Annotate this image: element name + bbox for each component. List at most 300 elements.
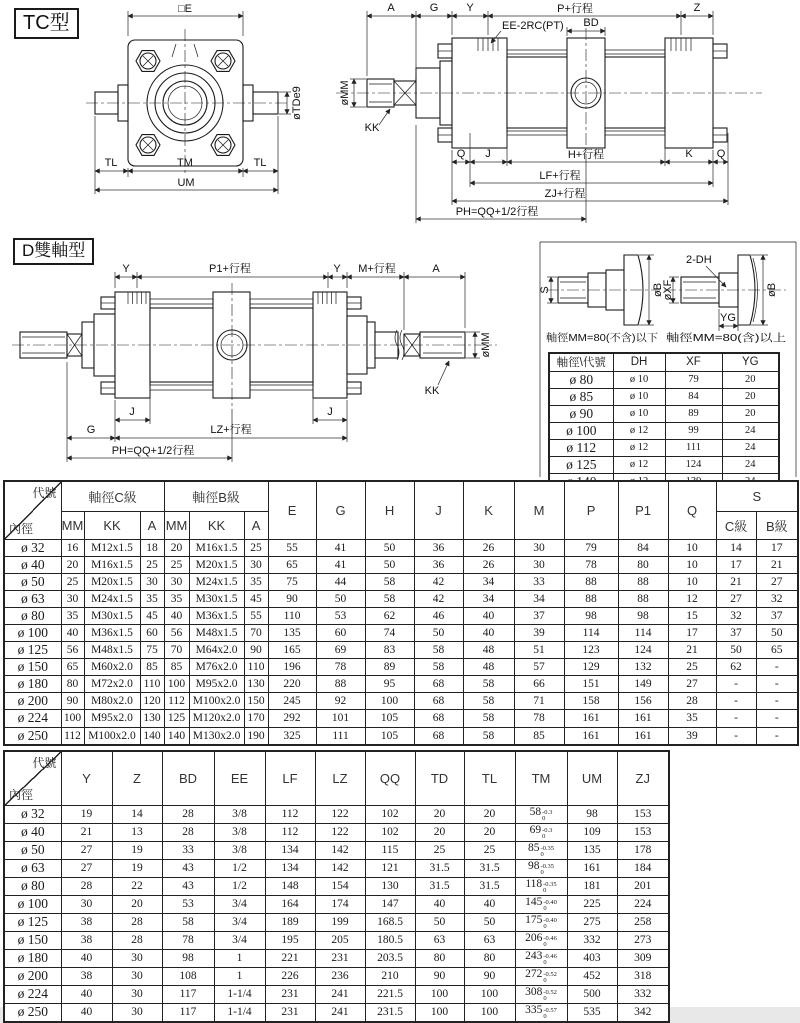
value-cell: 70 (164, 642, 189, 659)
value-cell: 88 (564, 590, 618, 607)
bore-cell: ø 32 (4, 805, 61, 823)
value-cell: 318 (617, 967, 669, 985)
value-cell: 36 (414, 539, 463, 556)
column-header: YG (722, 353, 779, 371)
value-cell: M100x2.0 (189, 693, 244, 710)
value-cell: 1 (214, 967, 265, 985)
value-cell: 30 (244, 556, 268, 573)
data-row (4, 556, 798, 573)
value-cell: 58 (365, 573, 414, 590)
value-cell: 27 (668, 676, 716, 693)
value-cell: 258 (617, 913, 669, 931)
value-cell: 201 (617, 877, 669, 895)
value-cell: 48 (463, 659, 514, 676)
value-cell: 19 (112, 841, 162, 859)
value-cell: 88 (618, 590, 668, 607)
value-cell: 15 (668, 607, 716, 624)
value-cell: 95 (365, 676, 414, 693)
value-cell: 50 (464, 913, 515, 931)
value-cell: 24 (722, 439, 779, 456)
value-cell: 231 (315, 949, 365, 967)
value-cell: 30 (61, 590, 84, 607)
value-cell: 184 (617, 859, 669, 877)
value-cell: 335 -0.57 0 (515, 1003, 567, 1022)
dim-label-lz: LZ+行程 (210, 424, 252, 436)
value-cell: 40 (463, 607, 514, 624)
dim-label-zj: ZJ+行程 (544, 188, 586, 200)
value-cell: 51 (514, 642, 564, 659)
d-type-label: D雙軸型 (13, 238, 94, 265)
value-cell: 292 (268, 710, 316, 727)
value-cell: 19 (61, 805, 112, 823)
column-header: UM (567, 751, 617, 805)
value-cell: 62 (716, 659, 756, 676)
data-row (4, 931, 669, 949)
data-row (4, 607, 798, 624)
data-row (4, 624, 798, 641)
value-cell: 3/4 (214, 913, 265, 931)
column-header: TL (464, 751, 515, 805)
value-cell: 56 (61, 642, 84, 659)
value-cell: 1-1/4 (214, 985, 265, 1003)
value-cell: 36 (414, 556, 463, 573)
value-cell: ø 10 (613, 371, 665, 388)
column-header: G (316, 481, 365, 539)
value-cell: 236 (315, 967, 365, 985)
value-cell: 79 (564, 539, 618, 556)
column-header: XF (665, 353, 722, 371)
dim-label-xf: øXF (662, 279, 674, 301)
value-cell: 140 (140, 727, 164, 745)
value-cell: 245 (268, 693, 316, 710)
value-cell: M72x2.0 (84, 676, 140, 693)
value-cell: 83 (365, 642, 414, 659)
value-cell: 135 (268, 624, 316, 641)
bore-cell: ø 100 (549, 422, 613, 439)
value-cell: 129 (564, 659, 618, 676)
value-cell: M24x1.5 (189, 573, 244, 590)
corner-label-bore: 內徑 (9, 521, 34, 536)
dim-label-kk-d: KK (424, 385, 440, 397)
column-header: B級 (756, 511, 798, 539)
value-cell: 111 (316, 727, 365, 745)
value-cell: 243 -0.46 0 (515, 949, 567, 967)
value-cell: 21 (716, 573, 756, 590)
value-cell: M120x2.0 (189, 710, 244, 727)
dim-label-td: øTDe9 (291, 86, 303, 120)
value-cell: 101 (316, 710, 365, 727)
value-cell: ø 12 (613, 422, 665, 439)
value-cell: 74 (365, 624, 414, 641)
value-cell: 148 (265, 877, 315, 895)
value-cell: M20x1.5 (84, 573, 140, 590)
value-cell: 100 (415, 985, 464, 1003)
value-cell: 403 (567, 949, 617, 967)
value-cell: 273 (617, 931, 669, 949)
data-row (4, 985, 669, 1003)
value-cell: 63 (415, 931, 464, 949)
value-cell: 35 (244, 573, 268, 590)
value-cell: M16x1.5 (84, 556, 140, 573)
value-cell: 21 (756, 556, 798, 573)
bore-cell: ø 80 (4, 877, 61, 895)
bore-cell: ø 180 (4, 676, 61, 693)
value-cell: 25 (464, 841, 515, 859)
value-cell: 24 (722, 456, 779, 473)
value-cell: 114 (564, 624, 618, 641)
dim-label-q-left: Q (456, 148, 466, 160)
table2-body (4, 805, 669, 1022)
bore-cell: ø 224 (4, 985, 61, 1003)
value-cell: 20 (464, 805, 515, 823)
column-header: MM (61, 511, 84, 539)
value-cell: 130 (365, 877, 415, 895)
value-cell: 92 (316, 693, 365, 710)
value-cell: 153 (617, 805, 669, 823)
value-cell: 80 (618, 556, 668, 573)
bore-cell: ø 125 (4, 642, 61, 659)
data-row (549, 388, 779, 405)
value-cell: 38 (61, 931, 112, 949)
data-row (4, 1003, 669, 1022)
value-cell: 69 (316, 642, 365, 659)
value-cell: 100 (365, 693, 414, 710)
value-cell: - (756, 693, 798, 710)
dim-label-tm: TM (177, 157, 193, 169)
value-cell: 63 (464, 931, 515, 949)
value-cell: 79 (665, 371, 722, 388)
value-cell: 20 (722, 405, 779, 422)
value-cell: M12x1.5 (84, 539, 140, 556)
dim-label-z: Z (693, 2, 701, 14)
bore-cell: ø 32 (4, 539, 61, 556)
front-view-drawing (86, 3, 303, 194)
value-cell: 30 (112, 967, 162, 985)
dim-label-ph-d: PH=QQ+1/2行程 (111, 445, 195, 457)
column-header: H (365, 481, 414, 539)
value-cell: 39 (514, 624, 564, 641)
value-cell: 100 (464, 985, 515, 1003)
value-cell: 112 (265, 823, 315, 841)
value-cell: M76x2.0 (189, 659, 244, 676)
value-cell: 206 -0.46 0 (515, 931, 567, 949)
value-cell: 66 (514, 676, 564, 693)
value-cell: 34 (463, 590, 514, 607)
value-cell: 28 (61, 877, 112, 895)
column-header: EE (214, 751, 265, 805)
value-cell: 25 (415, 841, 464, 859)
d-type-drawing (12, 261, 497, 462)
value-cell: 231.5 (365, 1003, 415, 1022)
data-row (4, 805, 669, 823)
value-cell: 89 (365, 659, 414, 676)
dim-label-e: □E (178, 3, 192, 15)
value-cell: 308 -0.52 0 (515, 985, 567, 1003)
value-cell: 165 (268, 642, 316, 659)
value-cell: 134 (265, 841, 315, 859)
value-cell: 124 (665, 456, 722, 473)
value-cell: 84 (618, 539, 668, 556)
bore-cell: ø 63 (4, 859, 61, 877)
value-cell: 57 (514, 659, 564, 676)
value-cell: 147 (365, 895, 415, 913)
value-cell: 22 (112, 877, 162, 895)
value-cell: M20x1.5 (189, 556, 244, 573)
value-cell: 161 (564, 727, 618, 745)
dim-label-b-left: øB (652, 282, 664, 298)
value-cell: 1/2 (214, 877, 265, 895)
dim-label-j: J (485, 148, 491, 160)
value-cell: 88 (316, 676, 365, 693)
value-cell: 14 (112, 805, 162, 823)
value-cell: 452 (567, 967, 617, 985)
value-cell: 56 (164, 624, 189, 641)
value-cell: 35 (668, 710, 716, 727)
dim-label-um: UM (177, 177, 195, 189)
value-cell: M48x1.5 (84, 642, 140, 659)
value-cell: 17 (668, 624, 716, 641)
value-cell: 110 (268, 607, 316, 624)
value-cell: 90 (415, 967, 464, 985)
value-cell: 180.5 (365, 931, 415, 949)
bore-cell: ø 90 (549, 405, 613, 422)
value-cell: 25 (244, 539, 268, 556)
value-cell: 31.5 (415, 859, 464, 877)
value-cell: 68 (414, 727, 463, 745)
value-cell: ø 12 (613, 439, 665, 456)
data-row (549, 405, 779, 422)
value-cell: 196 (268, 659, 316, 676)
value-cell: 111 (665, 439, 722, 456)
value-cell: 33 (514, 573, 564, 590)
value-cell: 68 (414, 676, 463, 693)
port-label-ee: EE-2RC(PT) (502, 20, 564, 32)
value-cell: 168.5 (365, 913, 415, 931)
value-cell: 50 (716, 642, 756, 659)
value-cell: 65 (61, 659, 84, 676)
value-cell: 28 (162, 805, 214, 823)
value-cell: 25 (164, 556, 189, 573)
value-cell: ø 10 (613, 405, 665, 422)
value-cell: 241 (315, 985, 365, 1003)
value-cell: 88 (564, 573, 618, 590)
value-cell: 27 (716, 590, 756, 607)
data-row (4, 642, 798, 659)
value-cell: 32 (756, 590, 798, 607)
group-header-c: 軸徑C級 (61, 481, 164, 511)
value-cell: 161 (564, 710, 618, 727)
caption-shaft-above-80: 軸徑MM=80(含)以上 (666, 332, 761, 344)
value-cell: 21 (61, 823, 112, 841)
shaft-table-header-row (549, 353, 779, 371)
column-header: MM (164, 511, 189, 539)
value-cell: 309 (617, 949, 669, 967)
value-cell: 26 (463, 539, 514, 556)
value-cell: - (756, 710, 798, 727)
value-cell: 174 (315, 895, 365, 913)
value-cell: 80 (415, 949, 464, 967)
value-cell: - (756, 659, 798, 676)
value-cell: 62 (365, 607, 414, 624)
value-cell: 1/2 (214, 859, 265, 877)
value-cell: 68 (414, 710, 463, 727)
value-cell: 90 (61, 693, 84, 710)
data-row (4, 913, 669, 931)
value-cell: 71 (514, 693, 564, 710)
value-cell: 3/4 (214, 931, 265, 949)
dim-label-y-right: Y (333, 263, 341, 275)
data-row (4, 693, 798, 710)
value-cell: 150 (244, 693, 268, 710)
value-cell: 58 (365, 590, 414, 607)
value-cell: 33 (162, 841, 214, 859)
value-cell: 78 (514, 710, 564, 727)
bore-cell: ø 200 (4, 967, 61, 985)
value-cell: 14 (716, 539, 756, 556)
dim-label-m: M+行程 (358, 263, 396, 275)
value-cell: 1 (214, 949, 265, 967)
value-cell: 85 (164, 659, 189, 676)
value-cell: 84 (665, 388, 722, 405)
bore-cell: ø 40 (4, 823, 61, 841)
value-cell: 121 (365, 859, 415, 877)
value-cell: - (716, 710, 756, 727)
value-cell: 58 (463, 727, 514, 745)
column-header: QQ (365, 751, 415, 805)
value-cell: 124 (618, 642, 668, 659)
value-cell: 500 (567, 985, 617, 1003)
column-header: K (463, 481, 514, 539)
value-cell: 205 (315, 931, 365, 949)
value-cell: 161 (567, 859, 617, 877)
column-header: E (268, 481, 316, 539)
dim-label-b-right: øB (766, 282, 778, 298)
value-cell: 122 (315, 805, 365, 823)
value-cell: 60 (316, 624, 365, 641)
value-cell: 90 (244, 642, 268, 659)
value-cell: 85 (140, 659, 164, 676)
column-header: M (514, 481, 564, 539)
value-cell: 117 (162, 985, 214, 1003)
value-cell: 60 (140, 624, 164, 641)
column-header: ZJ (617, 751, 669, 805)
dim-label-g-d: G (86, 424, 96, 436)
value-cell: 17 (716, 556, 756, 573)
value-cell: 112 (265, 805, 315, 823)
corner-header (4, 481, 61, 539)
data-row (4, 727, 798, 745)
value-cell: 37 (756, 607, 798, 624)
value-cell: 40 (61, 949, 112, 967)
value-cell: 332 (617, 985, 669, 1003)
value-cell: 50 (415, 913, 464, 931)
corner-label-code: 代號 (32, 486, 57, 500)
value-cell: 98 -0.35 0 (515, 859, 567, 877)
data-row (4, 895, 669, 913)
value-cell: 30 (61, 895, 112, 913)
bore-cell: ø 50 (4, 841, 61, 859)
value-cell: 69 -0.3 0 (515, 823, 567, 841)
value-cell: 110 (140, 676, 164, 693)
tc-type-label: TC型 (14, 8, 79, 39)
value-cell: 45 (244, 590, 268, 607)
value-cell: 35 (140, 590, 164, 607)
value-cell: 25 (140, 556, 164, 573)
value-cell: 3/8 (214, 841, 265, 859)
data-row (549, 439, 779, 456)
data-row (4, 949, 669, 967)
data-row (4, 859, 669, 877)
value-cell: 65 (268, 556, 316, 573)
value-cell: 164 (265, 895, 315, 913)
value-cell: 30 (112, 1003, 162, 1022)
value-cell: 20 (722, 371, 779, 388)
value-cell: 40 (61, 985, 112, 1003)
dim-label-a-d: A (432, 263, 440, 275)
value-cell: 26 (463, 556, 514, 573)
data-row (4, 573, 798, 590)
value-cell: 3/8 (214, 805, 265, 823)
bore-cell: ø 80 (4, 607, 61, 624)
value-cell: 37 (514, 607, 564, 624)
value-cell: M64x2.0 (189, 642, 244, 659)
value-cell: 105 (365, 710, 414, 727)
value-cell: 102 (365, 823, 415, 841)
bore-cell: ø 224 (4, 710, 61, 727)
value-cell: M130x2.0 (189, 727, 244, 745)
value-cell: 134 (265, 859, 315, 877)
dim-label-bd: BD (583, 17, 599, 29)
value-cell: 28 (162, 823, 214, 841)
corner-label-code: 代號 (32, 756, 57, 770)
dim-label-p: P+行程 (557, 3, 593, 15)
value-cell: 41 (316, 556, 365, 573)
value-cell: 158 (564, 693, 618, 710)
value-cell: M100x2.0 (84, 727, 140, 745)
value-cell: 50 (414, 624, 463, 641)
value-cell: 30 (164, 573, 189, 590)
value-cell: 85 (514, 727, 564, 745)
value-cell: 42 (414, 573, 463, 590)
bore-cell: ø 150 (4, 931, 61, 949)
column-header: TM (515, 751, 567, 805)
table2-header-row (4, 751, 669, 805)
value-cell: - (716, 676, 756, 693)
value-cell: 100 (464, 1003, 515, 1022)
value-cell: M48x1.5 (189, 624, 244, 641)
value-cell: 75 (140, 642, 164, 659)
value-cell: - (716, 727, 756, 745)
value-cell: 535 (567, 1003, 617, 1022)
value-cell: 226 (265, 967, 315, 985)
column-header: TD (415, 751, 464, 805)
value-cell: 34 (463, 573, 514, 590)
value-cell: 90 (268, 590, 316, 607)
value-cell: 50 (365, 539, 414, 556)
value-cell: 17 (756, 539, 798, 556)
column-header: LF (265, 751, 315, 805)
value-cell: 50 (316, 590, 365, 607)
corner-header (4, 751, 61, 805)
value-cell: 108 (162, 967, 214, 985)
value-cell: 42 (414, 590, 463, 607)
value-cell: 178 (617, 841, 669, 859)
value-cell: 149 (618, 676, 668, 693)
value-cell: 275 (567, 913, 617, 931)
value-cell: 98 (567, 805, 617, 823)
value-cell: ø 10 (613, 388, 665, 405)
value-cell: 145 -0.40 0 (515, 895, 567, 913)
